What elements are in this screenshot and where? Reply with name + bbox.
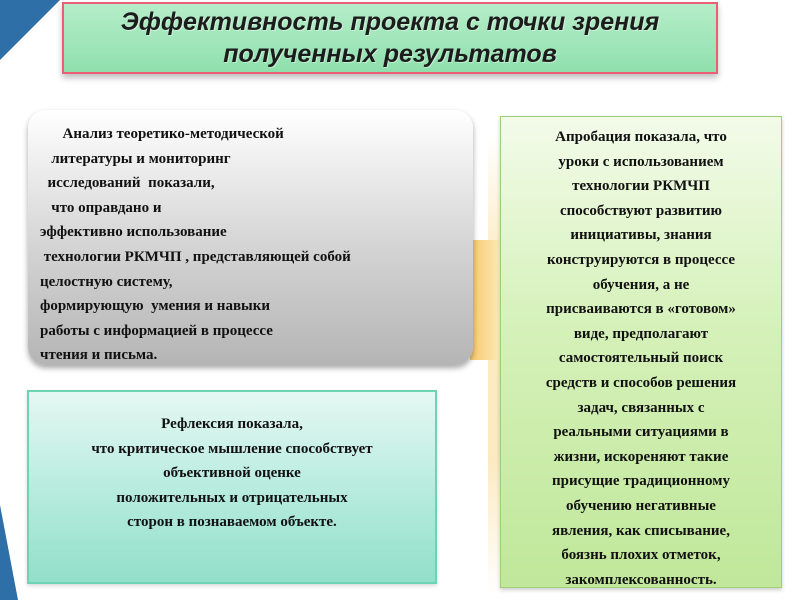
approbation-box bbox=[500, 116, 782, 588]
slide-title: Эффективность проекта с точки зрения полученных результатов bbox=[120, 8, 660, 68]
corner-decoration-bottom-left bbox=[0, 505, 18, 600]
title-box bbox=[62, 2, 718, 74]
analysis-text: Анализ теоретико-методической литературы и мониторинг исследований показали, что оправдано и эффективно использование технологии РКМЧП , представляющей собой целостную систему, формирующую умения и навыки работы с информацией в процессе чтения и письма. bbox=[40, 126, 351, 364]
approbation-text: Апробация показала, что уроки с использованием технологии РКМЧП способствуют развитию инициативы, знания конструируются в процессе обучения, а не присваиваются в «готовом» виде, предполагают самостоятельный поиск средств и способов решения задач, связанных с реальными ситуациями в жизни, искореняют такие присущие традиционному обучению негативные явления, как списывание, боязнь плохих отметок, закомплексованность. bbox=[545, 129, 737, 588]
reflection-box bbox=[27, 390, 437, 584]
analysis-box bbox=[28, 110, 473, 365]
corner-decoration-top-left bbox=[0, 0, 60, 60]
reflection-text: Рефлексия показала, что критическое мышление способствует объективной оценке положительных и отрицательных сторон в познаваемом объекте. bbox=[91, 416, 373, 531]
